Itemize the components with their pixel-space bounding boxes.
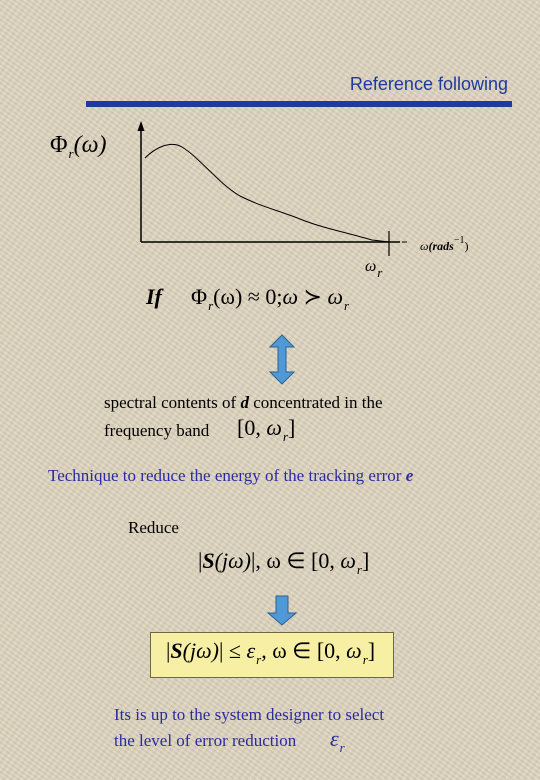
spectrum-curve xyxy=(145,144,389,242)
closing-eps-sub: r xyxy=(339,740,345,755)
cond-omega-r-sub: r xyxy=(344,298,350,313)
expr-S: S xyxy=(202,548,215,573)
expr-omega: ω xyxy=(340,548,356,573)
band-close: ] xyxy=(287,415,296,440)
closing-line2: the level of error reduction xyxy=(114,731,297,750)
c-eps: ε xyxy=(246,638,256,663)
y-axis-arrowhead xyxy=(138,121,145,131)
c-S: S xyxy=(170,638,183,663)
c-rest: , ω ∈ [0, xyxy=(261,638,347,663)
closing-epsilon xyxy=(330,726,345,756)
cond-succ: ≻ xyxy=(298,284,328,309)
c-omega: ω xyxy=(346,638,362,663)
c-arg: (jω) xyxy=(182,638,219,663)
closing-eps: ε xyxy=(330,726,339,751)
cutoff-label xyxy=(365,258,382,281)
c-abs-left: | xyxy=(166,638,171,663)
plot-axes xyxy=(138,121,408,256)
c-eps-sub: r xyxy=(256,652,262,667)
x-unit: (rads xyxy=(428,239,454,253)
band-open: [0, xyxy=(237,415,267,440)
expr-sub: r xyxy=(356,562,362,577)
slide-title: Reference following xyxy=(349,74,508,94)
spec-text-a: spectral contents of xyxy=(104,393,241,412)
expr-rest: , ω ∈ [0, xyxy=(255,548,341,573)
technique-var-e: e xyxy=(405,466,414,485)
constraint-formula xyxy=(166,638,375,668)
expr-arg: (jω) xyxy=(214,548,251,573)
x-unit-exponent: −1 xyxy=(453,235,465,246)
equivalence-arrow xyxy=(270,335,294,384)
spectral-statement-line1 xyxy=(104,393,383,413)
cond-approx-zero: (ω) ≈ 0; xyxy=(213,284,283,309)
c-close: ] xyxy=(367,638,376,663)
cutoff-omega: ω xyxy=(365,258,377,275)
c-le: ≤ xyxy=(223,638,247,663)
spec-text-b: concentrated in the xyxy=(248,393,383,412)
phi-subscript: r xyxy=(68,146,74,161)
band-sub: r xyxy=(282,429,288,444)
technique-text: Technique to reduce the energy of the tracking error xyxy=(48,466,406,485)
expr-close: ] xyxy=(361,548,370,573)
double-arrow-icon xyxy=(270,335,294,384)
spec-var-d: d xyxy=(240,393,249,412)
frequency-band-formula xyxy=(237,415,295,445)
sensitivity-expression xyxy=(198,548,369,578)
cond-phi: Φ xyxy=(191,284,208,309)
c-omega-sub: r xyxy=(362,652,368,667)
abs-bar-left: | xyxy=(198,548,203,573)
c-abs-right: | xyxy=(218,638,224,663)
implies-arrow xyxy=(268,596,296,625)
phi-argument: (ω) xyxy=(73,132,107,158)
cutoff-subscript: r xyxy=(377,265,383,280)
down-arrow-icon xyxy=(268,596,296,625)
reduce-label: Reduce xyxy=(128,518,179,537)
x-unit-close: ) xyxy=(464,239,469,253)
if-keyword: If xyxy=(146,284,162,309)
technique-heading xyxy=(48,466,413,486)
condition-formula xyxy=(191,284,349,314)
closing-line1: Its is up to the system designer to select xyxy=(114,705,385,724)
spectral-statement-line2: frequency band xyxy=(104,421,210,440)
abs-bar-right: | xyxy=(250,548,256,573)
plot-x-label xyxy=(420,235,468,254)
x-omega: ω xyxy=(420,239,429,253)
band-omega: ω xyxy=(266,415,282,440)
cond-phi-sub: r xyxy=(208,298,214,313)
cond-omega-r: ω xyxy=(327,284,344,309)
cond-omega: ω xyxy=(282,284,299,309)
phi-symbol: Φ xyxy=(50,132,68,158)
